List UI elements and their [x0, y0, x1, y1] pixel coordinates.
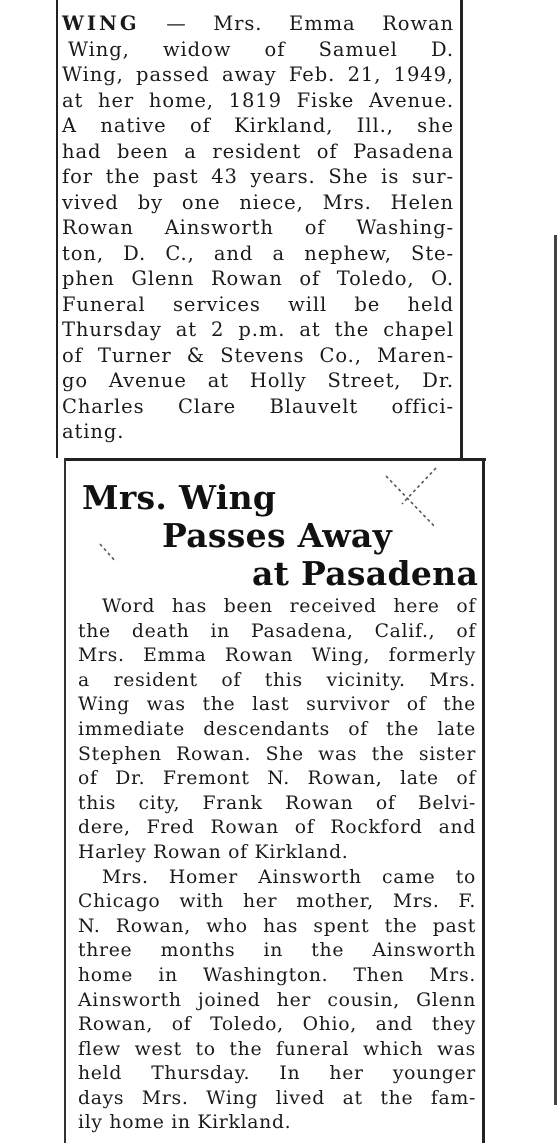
article-line: Harley Rowan of Kirkland.: [78, 841, 349, 863]
obituary-name-lead: WING: [62, 12, 140, 35]
article-line: Stephen Rowan. She was the sister: [78, 743, 476, 765]
article-line: days Mrs. Wing lived at the fam-: [78, 1087, 476, 1109]
obituary-line: go Avenue at Holly Street, Dr.: [62, 369, 454, 392]
obituary-line: of Turner & Stevens Co., Maren-: [62, 343, 454, 367]
article-line: Chicago with her mother, Mrs. F.: [78, 891, 476, 913]
article-line: Rowan, of Toledo, Ohio, and they: [78, 1014, 476, 1036]
headline-line: at Pasadena: [252, 554, 479, 593]
obituary-line: phen Glenn Rowan of Toledo, O.: [62, 267, 454, 290]
obituary-line: Charles Clare Blauvelt offici-: [62, 394, 454, 418]
article-line: Mrs. Emma Rowan Wing, formerly: [78, 645, 476, 667]
obituary-line: at her home, 1819 Fiske Avenue.: [62, 88, 454, 112]
obituary-line: A native of Kirkland, Ill., she: [62, 114, 454, 137]
obituary-line: Funeral services will be held: [62, 292, 454, 316]
obituary-line-text: — Mrs. Emma Rowan: [139, 12, 454, 35]
article-line: a resident of this vicinity. Mrs.: [78, 669, 476, 691]
article-line: flew west to the funeral which was: [78, 1038, 476, 1060]
article-line: dere, Fred Rowan of Rockford and: [78, 817, 476, 839]
obituary-line: vived by one niece, Mrs. Helen: [62, 190, 454, 214]
article-line: home in Washington. Then Mrs.: [78, 964, 476, 986]
obituary-text: [62, 11, 454, 445]
obituary-line: ating.: [62, 420, 125, 443]
article-line: Wing was the last survivor of the: [78, 694, 476, 716]
article-line: three months in the Ainsworth: [78, 940, 476, 962]
article-line: immediate descendants of the late: [78, 718, 476, 740]
article-line: Mrs. Homer Ainsworth came to: [102, 866, 476, 888]
headline-line: Passes Away: [162, 516, 393, 555]
clipping-edge-right: [460, 0, 463, 458]
article-line: Word has been received here of: [102, 596, 476, 617]
headline-line: Mrs. Wing: [82, 478, 277, 517]
article-body: [78, 595, 476, 1136]
obituary-line: had been a resident of Pasadena: [62, 139, 454, 163]
obituary-clipping: [56, 0, 466, 458]
scan-edge-line: [554, 235, 557, 1105]
obituary-line: Wing, passed away Feb. 21, 1949,: [62, 63, 454, 86]
article-line: held Thursday. In her younger: [78, 1063, 476, 1085]
article-line: this city, Frank Rowan of Belvi-: [78, 792, 476, 814]
obituary-line: Rowan Ainsworth of Washing-: [62, 216, 454, 239]
obituary-line: [62, 11, 454, 37]
article-line: N. Rowan, who has spent the past: [78, 915, 476, 937]
article-line: ily home in Kirkland.: [78, 1112, 292, 1134]
obituary-line: for the past 43 years. She is sur-: [62, 165, 454, 188]
article-line: of Dr. Fremont N. Rowan, late of: [78, 768, 476, 790]
article-clipping: [64, 458, 486, 1143]
obituary-line: Thursday at 2 p.m. at the chapel: [62, 318, 454, 341]
clipping-edge-left: [56, 0, 58, 458]
obituary-line: Wing, widow of Samuel D.: [68, 37, 454, 61]
article-line: the death in Pasadena, Calif., of: [78, 620, 476, 642]
article-line: Ainsworth joined her cousin, Glenn: [78, 989, 476, 1011]
obituary-line: ton, D. C., and a nephew, Ste-: [62, 241, 454, 265]
